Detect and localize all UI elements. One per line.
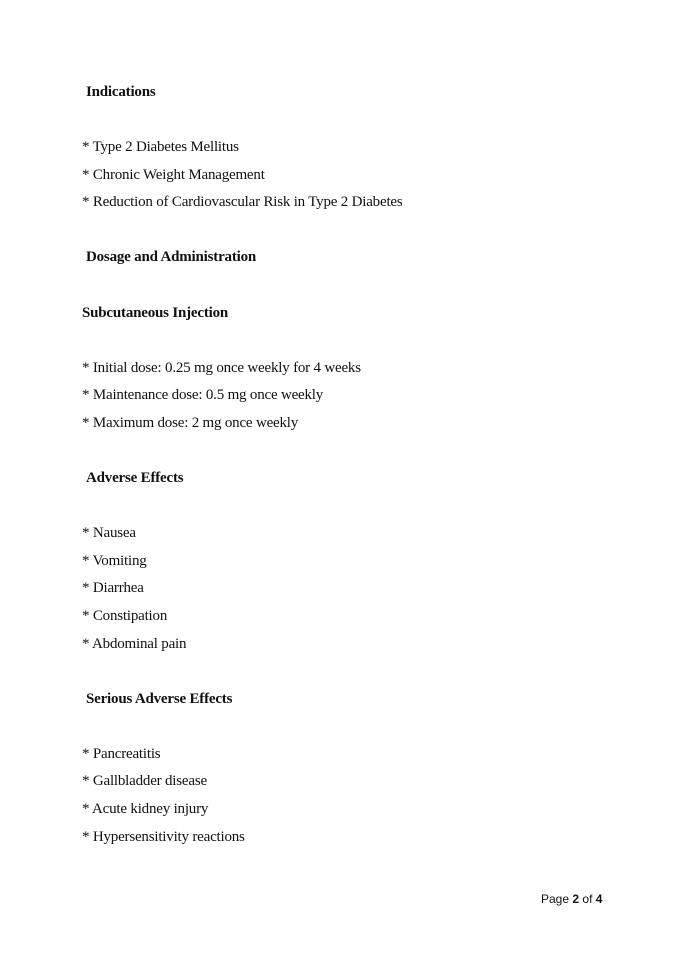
list-item: * Maximum dose: 2 mg once weekly xyxy=(82,415,299,431)
list-item: * Diarrhea xyxy=(82,580,144,596)
list-item: * Reduction of Cardiovascular Risk in Type 2 Diabetes xyxy=(82,194,403,210)
list-item: * Hypersensitivity reactions xyxy=(82,829,245,845)
section-heading-adverse-effects: Adverse Effects xyxy=(86,470,184,486)
section-heading-dosage: Dosage and Administration xyxy=(86,249,257,265)
list-item: * Abdominal pain xyxy=(82,636,187,652)
list-item: * Nausea xyxy=(82,525,136,541)
list-item: * Pancreatitis xyxy=(82,746,161,762)
list-item: * Type 2 Diabetes Mellitus xyxy=(82,139,239,155)
list-item: * Acute kidney injury xyxy=(82,801,209,817)
section-heading-serious-adverse-effects: Serious Adverse Effects xyxy=(86,691,233,707)
current-page-number: 2 xyxy=(572,892,580,906)
page-word: Page xyxy=(541,892,570,906)
list-item: * Maintenance dose: 0.5 mg once weekly xyxy=(82,387,324,403)
subheading-subcutaneous-injection: Subcutaneous Injection xyxy=(82,305,229,321)
of-word: of xyxy=(582,892,593,906)
page-number xyxy=(541,891,602,907)
section-heading-indications: Indications xyxy=(86,84,156,100)
total-pages-number: 4 xyxy=(595,892,603,906)
list-item: * Gallbladder disease xyxy=(82,773,207,789)
list-item: * Constipation xyxy=(82,608,168,624)
list-item: * Chronic Weight Management xyxy=(82,167,265,183)
list-item: * Vomiting xyxy=(82,553,147,569)
list-item: * Initial dose: 0.25 mg once weekly for 4 weeks xyxy=(82,360,361,376)
